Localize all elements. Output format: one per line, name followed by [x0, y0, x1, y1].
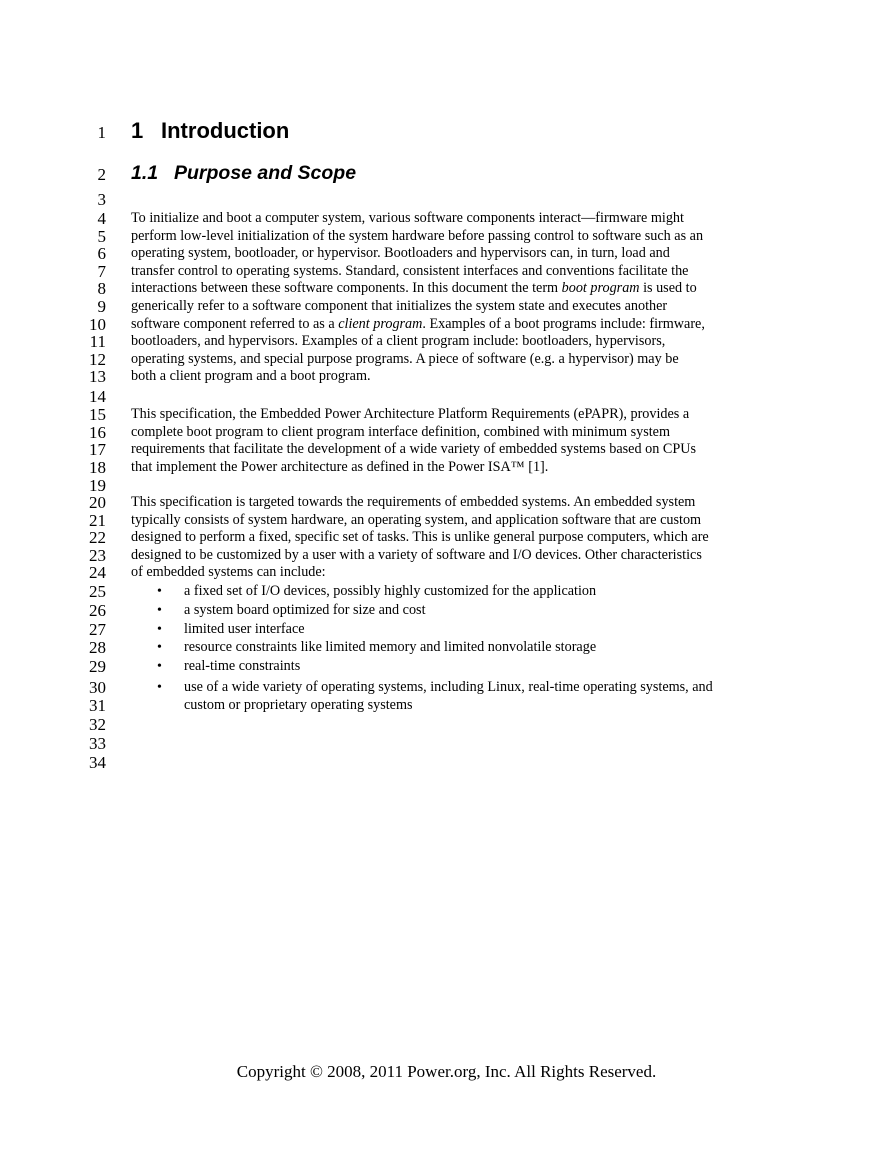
section-number: 1	[131, 118, 144, 143]
line-number: 20	[89, 493, 106, 512]
para3-line: designed to perform a fixed, specific set of tasks. This is unlike general purpose computers, which are	[131, 529, 709, 545]
line-number: 12	[89, 350, 106, 369]
line-number: 32	[89, 715, 106, 734]
line-number: 3	[97, 190, 106, 209]
bullet-item: resource constraints like limited memory and limited nonvolatile storage	[184, 639, 597, 655]
line-number: 9	[97, 297, 106, 316]
copyright-footer: Copyright © 2008, 2011 Power.org, Inc. All Rights Reserved.	[236, 1062, 657, 1081]
line-number: 31	[89, 696, 106, 715]
line-number: 11	[89, 332, 106, 351]
line-number: 16	[89, 423, 106, 442]
para1-line: transfer control to operating systems. Standard, consistent interfaces and conventions facilitate the	[131, 263, 689, 279]
subsection-heading	[131, 162, 356, 185]
para2-line: requirements that facilitate the development of a wide variety of embedded systems based on CPUs	[131, 441, 696, 457]
bullet-icon: •	[157, 659, 162, 674]
line-number: 8	[97, 279, 106, 298]
subsection-title: Purpose and Scope	[174, 162, 357, 184]
line-number: 13	[89, 367, 106, 386]
line-number: 27	[89, 620, 106, 639]
para3-line: This specification is targeted towards the requirements of embedded systems. An embedded system	[131, 494, 696, 510]
line-number: 33	[89, 734, 106, 753]
subsection-number: 1.1	[131, 162, 159, 184]
text-run: software component referred to as a	[131, 316, 339, 332]
text-run: . Examples of a boot programs include: firmware,	[422, 316, 705, 332]
bullet-item-continuation: custom or proprietary operating systems	[184, 697, 413, 713]
para3-line: designed to be customized by a user with a variety of software and I/O devices. Other characteristics	[131, 547, 702, 563]
para3-line: typically consists of system hardware, an operating system, and application software that are custom	[131, 512, 702, 528]
line-number: 17	[89, 440, 106, 459]
line-number: 30	[89, 678, 106, 697]
bullet-item: limited user interface	[184, 621, 305, 637]
line-number: 24	[89, 563, 106, 582]
bullet-icon: •	[157, 603, 162, 618]
para2-line: that implement the Power architecture as defined in the Power ISA™ [1].	[131, 459, 549, 475]
line-number: 2	[97, 165, 106, 184]
line-number: 4	[97, 209, 106, 228]
line-number: 18	[89, 458, 106, 477]
para1-line: operating system, bootloader, or hypervisor. Bootloaders and hypervisors can, in turn, load and	[131, 245, 670, 261]
section-title: Introduction	[161, 118, 290, 143]
bullet-item: a fixed set of I/O devices, possibly highly customized for the application	[184, 583, 597, 599]
term-client-program: client program	[338, 316, 423, 332]
bullet-item: a system board optimized for size and cost	[184, 602, 426, 618]
section-heading	[131, 118, 289, 144]
bullet-icon: •	[157, 622, 162, 637]
para1-line	[131, 280, 697, 298]
bullet-item: use of a wide variety of operating systems, including Linux, real-time operating systems, and	[184, 679, 713, 695]
para1-line: generically refer to a software component that initializes the system state and executes another	[131, 298, 668, 314]
line-number: 34	[89, 753, 106, 772]
line-number: 19	[89, 476, 106, 495]
text-run: interactions between these software components. In this document the term	[131, 280, 562, 296]
line-number: 23	[89, 546, 106, 565]
line-number: 22	[89, 528, 106, 547]
line-number: 1	[97, 123, 106, 142]
bullet-icon: •	[157, 640, 162, 655]
para3-line: of embedded systems can include:	[131, 564, 326, 580]
para1-line: To initialize and boot a computer system, various software components interact—firmware might	[131, 210, 684, 226]
para2-line: complete boot program to client program interface definition, combined with minimum system	[131, 424, 670, 440]
line-number: 15	[89, 405, 106, 424]
line-number: 25	[89, 582, 106, 601]
para1-line: bootloaders, and hypervisors. Examples of a client program include: bootloaders, hypervisors,	[131, 333, 666, 349]
bullet-item: real-time constraints	[184, 658, 301, 674]
para1-line: operating systems, and special purpose programs. A piece of software (e.g. a hypervisor) may be	[131, 351, 679, 367]
bullet-icon: •	[157, 680, 162, 695]
line-number: 29	[89, 657, 106, 676]
line-number: 21	[89, 511, 106, 530]
line-number: 14	[89, 387, 106, 406]
para1-line: both a client program and a boot program.	[131, 368, 371, 384]
line-number: 5	[97, 227, 106, 246]
line-number: 7	[97, 262, 106, 281]
term-boot-program: boot program	[561, 280, 640, 296]
bullet-icon: •	[157, 584, 162, 599]
para1-line: perform low-level initialization of the system hardware before passing control to software such as an	[131, 228, 704, 244]
line-number: 6	[97, 244, 106, 263]
para2-line: This specification, the Embedded Power Architecture Platform Requirements (ePAPR), provides a	[131, 406, 690, 422]
line-number: 28	[89, 638, 106, 657]
line-number: 10	[89, 315, 106, 334]
line-number: 26	[89, 601, 106, 620]
para1-line	[131, 316, 705, 334]
text-run: is used to	[639, 280, 697, 296]
